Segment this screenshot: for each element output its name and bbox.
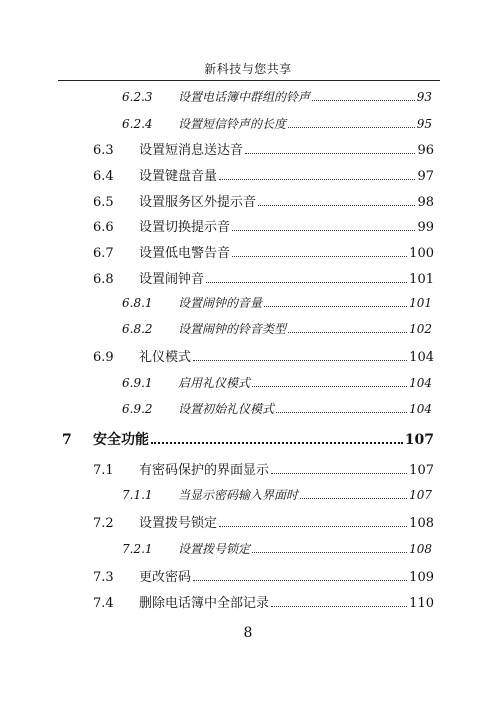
toc-entry[interactable] [122, 486, 432, 503]
toc-entry[interactable] [93, 566, 434, 585]
toc-entry-title: 设置切换提示音 [139, 220, 231, 235]
toc-entry[interactable] [93, 346, 434, 365]
toc-entry-title: 设置闹钟音 [139, 272, 205, 287]
toc-entry-number: 6.8.2 [122, 322, 153, 336]
toc-leader-dots [300, 498, 407, 499]
toc-entry[interactable] [93, 165, 434, 184]
toc-entry-number: 6.6 [93, 220, 114, 235]
toc-entry-page: 108 [409, 516, 434, 531]
toc-leader-dots [151, 442, 403, 444]
toc-entry-number: 7.2 [93, 516, 114, 531]
toc-entry-number: 7.2.1 [122, 542, 153, 556]
toc-leader-dots [312, 100, 415, 101]
toc-entry-page: 101 [409, 296, 432, 310]
toc-entry[interactable] [122, 88, 432, 105]
toc-entry-page: 99 [417, 220, 434, 235]
toc-entry-number: 7.3 [93, 570, 114, 585]
toc-leader-dots [276, 412, 407, 413]
toc-entry-page: 98 [417, 195, 434, 210]
toc-entry-number: 7.4 [93, 596, 114, 611]
toc-entry[interactable] [93, 459, 434, 478]
toc-entry-page: 104 [409, 376, 432, 390]
toc-entry-number: 7.1 [93, 463, 114, 478]
toc-entry-page: 97 [417, 169, 434, 184]
toc-entry-title: 启用礼仪模式 [178, 376, 251, 390]
toc-entry-number: 6.5 [93, 195, 114, 210]
page-number: 8 [243, 625, 253, 641]
toc-entry-number: 6.2.3 [122, 90, 153, 104]
toc-entry-title: 设置键盘音量 [139, 169, 218, 184]
header-rule [58, 80, 440, 81]
toc-entry-number: 7.1.1 [122, 488, 153, 502]
toc-entry-title: 设置闹钟的铃音类型 [178, 322, 287, 336]
toc-leader-dots [193, 360, 407, 361]
toc-entry-page: 107 [409, 488, 432, 502]
toc-entry-page: 109 [409, 570, 434, 585]
toc-entry-title: 设置电话簿中群组的铃声 [178, 90, 311, 104]
toc-entry-page: 95 [416, 117, 432, 131]
toc-leader-dots [271, 473, 407, 474]
toc-entry-page: 96 [417, 143, 434, 158]
toc-entry-page: 110 [409, 596, 434, 611]
toc-entry-number: 6.2.4 [122, 117, 153, 131]
toc-entry-page: 107 [404, 432, 434, 448]
toc-entry[interactable] [122, 294, 432, 311]
toc-entry-page: 107 [409, 463, 434, 478]
toc-leader-dots [193, 580, 407, 581]
toc-leader-dots [288, 332, 407, 333]
toc-entry-title: 当显示密码输入界面时 [178, 488, 299, 502]
toc-entry-page: 102 [409, 322, 432, 336]
toc-entry[interactable] [93, 268, 434, 287]
toc-entry-number: 6.9 [93, 350, 114, 365]
toc-entry-number: 6.9.1 [122, 376, 153, 390]
toc-entry-page: 104 [409, 350, 434, 365]
toc-entry[interactable] [122, 540, 432, 557]
toc-entry-page: 100 [409, 246, 434, 261]
toc-entry-title: 安全功能 [93, 432, 149, 448]
toc-entry[interactable] [93, 139, 434, 158]
toc-entry-number: 6.9.2 [122, 402, 153, 416]
toc-entry-title: 设置闹钟的音量 [178, 296, 263, 310]
toc-leader-dots [232, 230, 415, 231]
toc-entry[interactable] [122, 374, 432, 391]
toc-entry-title: 删除电话簿中全部记录 [139, 596, 270, 611]
running-header: 新科技与您共享 [204, 62, 292, 76]
toc-leader-dots [288, 127, 415, 128]
toc-entry-title: 设置短消息送达音 [139, 143, 244, 158]
toc-entry-title: 礼仪模式 [139, 350, 192, 365]
toc-entry-page: 101 [409, 272, 434, 287]
toc-entry[interactable] [122, 115, 432, 132]
toc-entry[interactable] [93, 216, 434, 235]
toc-entry-page: 104 [409, 402, 432, 416]
toc-leader-dots [232, 256, 407, 257]
toc-entry-title: 设置服务区外提示音 [139, 195, 257, 210]
toc-entry-title: 设置短信铃声的长度 [178, 117, 287, 131]
toc-leader-dots [219, 526, 407, 527]
toc-leader-dots [258, 205, 415, 206]
toc-entry-title: 设置初始礼仪模式 [178, 402, 275, 416]
toc-leader-dots [219, 179, 415, 180]
toc-entry-title: 有密码保护的界面显示 [139, 463, 270, 478]
toc-entry-title: 设置拨号锁定 [178, 542, 251, 556]
toc-entry[interactable] [93, 191, 434, 210]
toc-chapter-entry[interactable] [62, 429, 434, 449]
toc-entry-number: 7 [62, 432, 72, 448]
toc-entry[interactable] [93, 512, 434, 531]
toc-entry-number: 6.8.1 [122, 296, 153, 310]
toc-entry[interactable] [93, 592, 434, 611]
toc-entry-number: 6.8 [93, 272, 114, 287]
toc-entry-title: 设置低电警告音 [139, 246, 231, 261]
toc-entry[interactable] [122, 400, 432, 417]
toc-entry-number: 6.4 [93, 169, 114, 184]
toc-leader-dots [206, 282, 407, 283]
toc-entry-page: 108 [409, 542, 432, 556]
toc-entry-title: 设置拨号锁定 [139, 516, 218, 531]
toc-entry-number: 6.7 [93, 246, 114, 261]
toc-entry-page: 93 [416, 90, 432, 104]
toc-leader-dots [252, 552, 407, 553]
toc-entry[interactable] [122, 320, 432, 337]
toc-entry[interactable] [93, 242, 434, 261]
toc-leader-dots [264, 306, 407, 307]
toc-leader-dots [271, 606, 407, 607]
toc-leader-dots [245, 153, 415, 154]
toc-entry-title: 更改密码 [139, 570, 192, 585]
toc-entry-number: 6.3 [93, 143, 114, 158]
toc-leader-dots [252, 386, 407, 387]
